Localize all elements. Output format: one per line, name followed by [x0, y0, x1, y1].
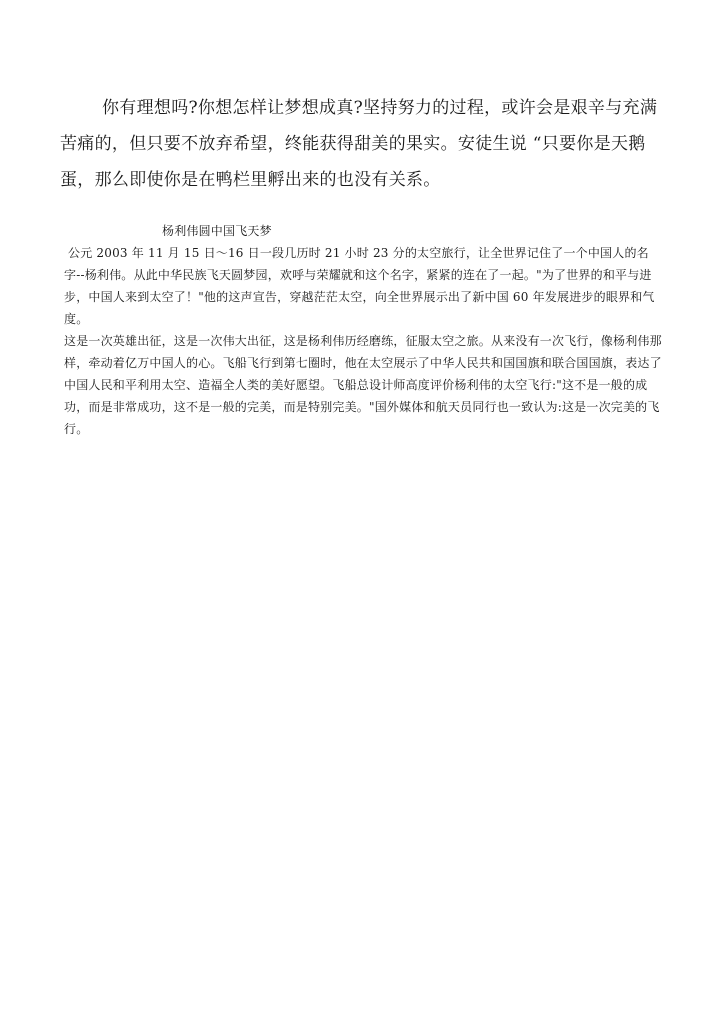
article-paragraph-2: 这是一次英雄出征，这是一次伟大出征，这是杨利伟历经磨练，征服太空之旅。从来没有一次飞行，像杨利伟那样，牵动着亿万中国人的心。飞船飞行到第七圈时，他在太空展示了中华人民共和国国旗和联合国国旗，表达了中国人民和平利用太空、造福全人类的美好愿望。飞船总设计师高度评价杨利伟的太空飞行:"这不是一般的成功，而是非常成功，这不是一般的完美，而是特别完美。"国外媒体和航天员同行也一致认为:这是一次完美的飞行。: [64, 334, 662, 436]
intro-text: 你有理想吗?你想怎样让梦想成真?坚持努力的过程，或许会是艰辛与充满苦痛的，但只要不放弃希望，终能获得甜美的果实。安徒生说 “只要你是天鹅蛋，那么即使你是在鸭栏里孵出来的也没有关系。: [60, 98, 658, 190]
intro-paragraph: [60, 90, 672, 198]
article-paragraph-1: 公元 2003 年 11 月 15 日～16 日一段几历时 21 小时 23 分的太空旅行，让全世界记住了一个中国人的名字--杨利伟。从此中华民族飞天圆梦园，欢呼与荣耀就和这个名字，紧紧的连在了一起。"为了世界的和平与进步，中国人来到太空了！"他的这声宣告，穿越茫茫太空，向全世界展示出了新中国 60 年发展进步的眼界和气度。: [64, 246, 655, 326]
article-section: [64, 220, 664, 440]
intro-section: [60, 90, 672, 198]
article-title: 杨利伟圆中国飞天梦: [162, 224, 272, 238]
